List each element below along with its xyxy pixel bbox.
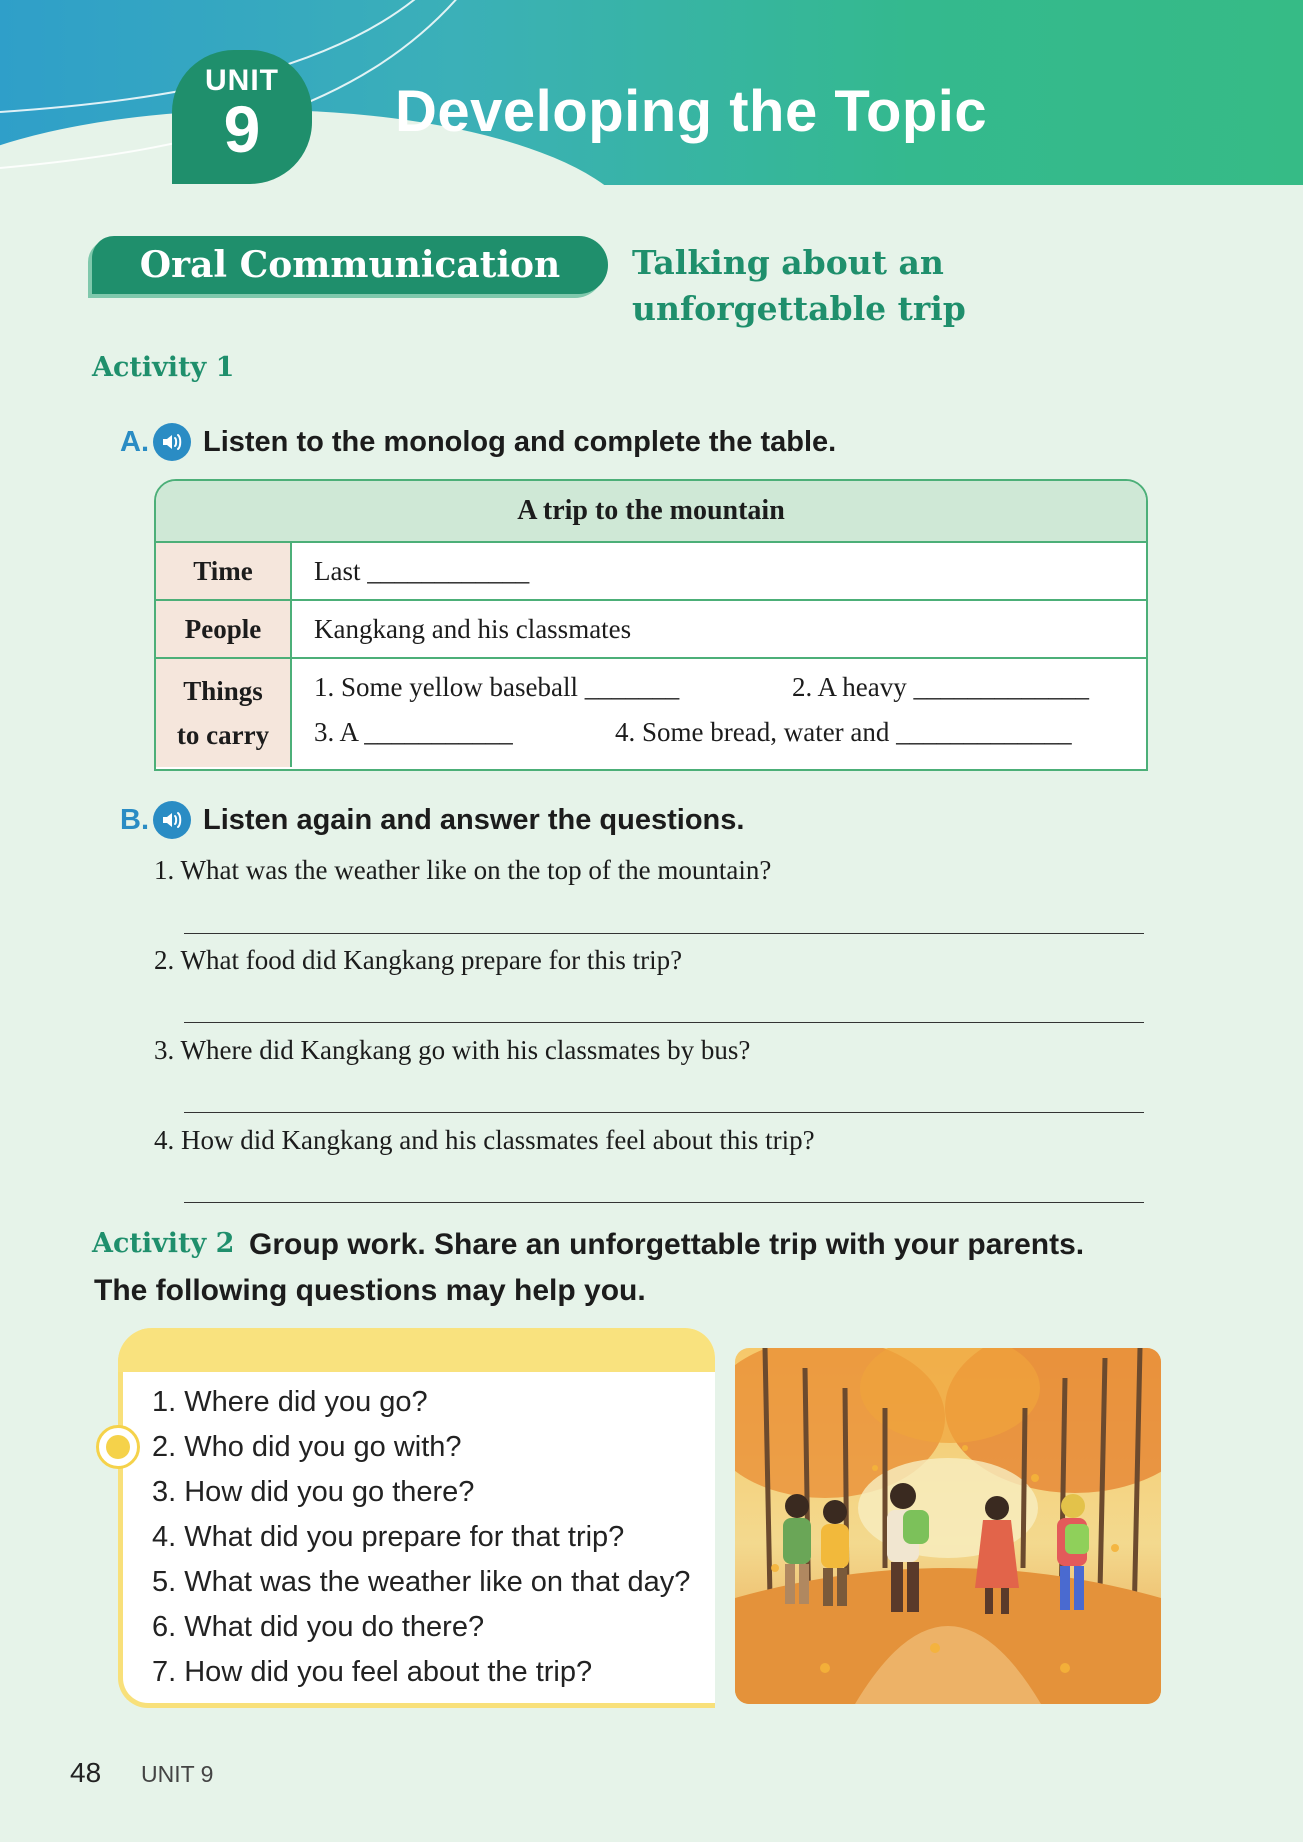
- table-row-things: [156, 659, 1146, 767]
- section-topic: Talking about an unforgettable trip: [632, 243, 966, 328]
- answer-line-4[interactable]: [184, 1202, 1144, 1203]
- things-key-line1: Things: [183, 676, 263, 706]
- answer-line-2[interactable]: [184, 1022, 1144, 1023]
- activity-2-label: Activity 2: [92, 1228, 235, 1259]
- things-item-1: 1. Some yellow baseball _______: [314, 672, 680, 702]
- table-row-time: [156, 543, 1146, 601]
- table-value-time: Last ____________: [314, 555, 530, 586]
- things-item-3: 3. A ___________: [314, 717, 513, 747]
- part-b-instruction: Listen again and answer the questions.: [203, 803, 745, 836]
- answer-line-1[interactable]: [184, 933, 1144, 934]
- guide-question-5: 5. What was the weather like on that day?: [152, 1566, 691, 1598]
- unit-number: 9: [223, 92, 261, 166]
- card-header-strip: [118, 1328, 715, 1372]
- part-b-letter: B.: [120, 803, 149, 836]
- part-b-heading: [120, 801, 744, 839]
- trip-table: [154, 479, 1148, 771]
- section-pill: Oral Communication: [92, 236, 608, 294]
- things-item-4: 4. Some bread, water and _____________: [615, 717, 1072, 747]
- page-number: 48: [70, 1757, 102, 1788]
- question-3: 3. Where did Kangkang go with his classmates by bus?: [154, 1035, 751, 1065]
- guide-question-1: 1. Where did you go?: [152, 1386, 428, 1418]
- guide-question-3: 3. How did you go there?: [152, 1476, 475, 1508]
- autumn-trip-illustration: [735, 1348, 1161, 1704]
- guide-questions-list: [152, 1380, 690, 1695]
- footer-unit-label: UNIT 9: [141, 1761, 214, 1787]
- unit-word: UNIT: [205, 64, 279, 97]
- activity-1-label: Activity 1: [92, 352, 235, 383]
- table-key-things: [156, 659, 292, 767]
- guide-question-7: 7. How did you feel about the trip?: [152, 1656, 593, 1688]
- question-4: 4. How did Kangkang and his classmates feel about this trip?: [154, 1125, 815, 1155]
- activity-2-prompt-line1: Group work. Share an unforgettable trip with your parents.: [249, 1228, 1085, 1261]
- guide-question-4: 4. What did you prepare for that trip?: [152, 1521, 625, 1553]
- question-2: 2. What food did Kangkang prepare for this trip?: [154, 945, 683, 975]
- part-a-heading: [120, 423, 836, 461]
- table-value-people: Kangkang and his classmates: [314, 613, 632, 644]
- question-1: 1. What was the weather like on the top of the mountain?: [154, 855, 772, 885]
- page-title: Developing the Topic: [395, 79, 988, 144]
- table-row-people: [156, 601, 1146, 659]
- things-key-line2: to carry: [176, 720, 270, 750]
- bullet-dot-icon: [96, 1425, 140, 1469]
- guide-question-2: 2. Who did you go with?: [152, 1431, 462, 1463]
- part-a-instruction: Listen to the monolog and complete the table.: [203, 425, 837, 458]
- audio-icon[interactable]: [153, 801, 191, 839]
- unit-badge: [172, 50, 312, 184]
- audio-icon[interactable]: [153, 423, 191, 461]
- guide-question-6: 6. What did you do there?: [152, 1611, 485, 1643]
- table-key-people: People: [156, 601, 292, 657]
- answer-line-3[interactable]: [184, 1112, 1144, 1113]
- part-a-letter: A.: [120, 425, 149, 458]
- table-title: A trip to the mountain: [156, 481, 1146, 543]
- table-value-things: [292, 659, 1146, 767]
- activity-2-prompt-line2: The following questions may help you.: [94, 1274, 646, 1307]
- things-item-2: 2. A heavy _____________: [792, 672, 1089, 702]
- table-key-time: Time: [156, 543, 292, 599]
